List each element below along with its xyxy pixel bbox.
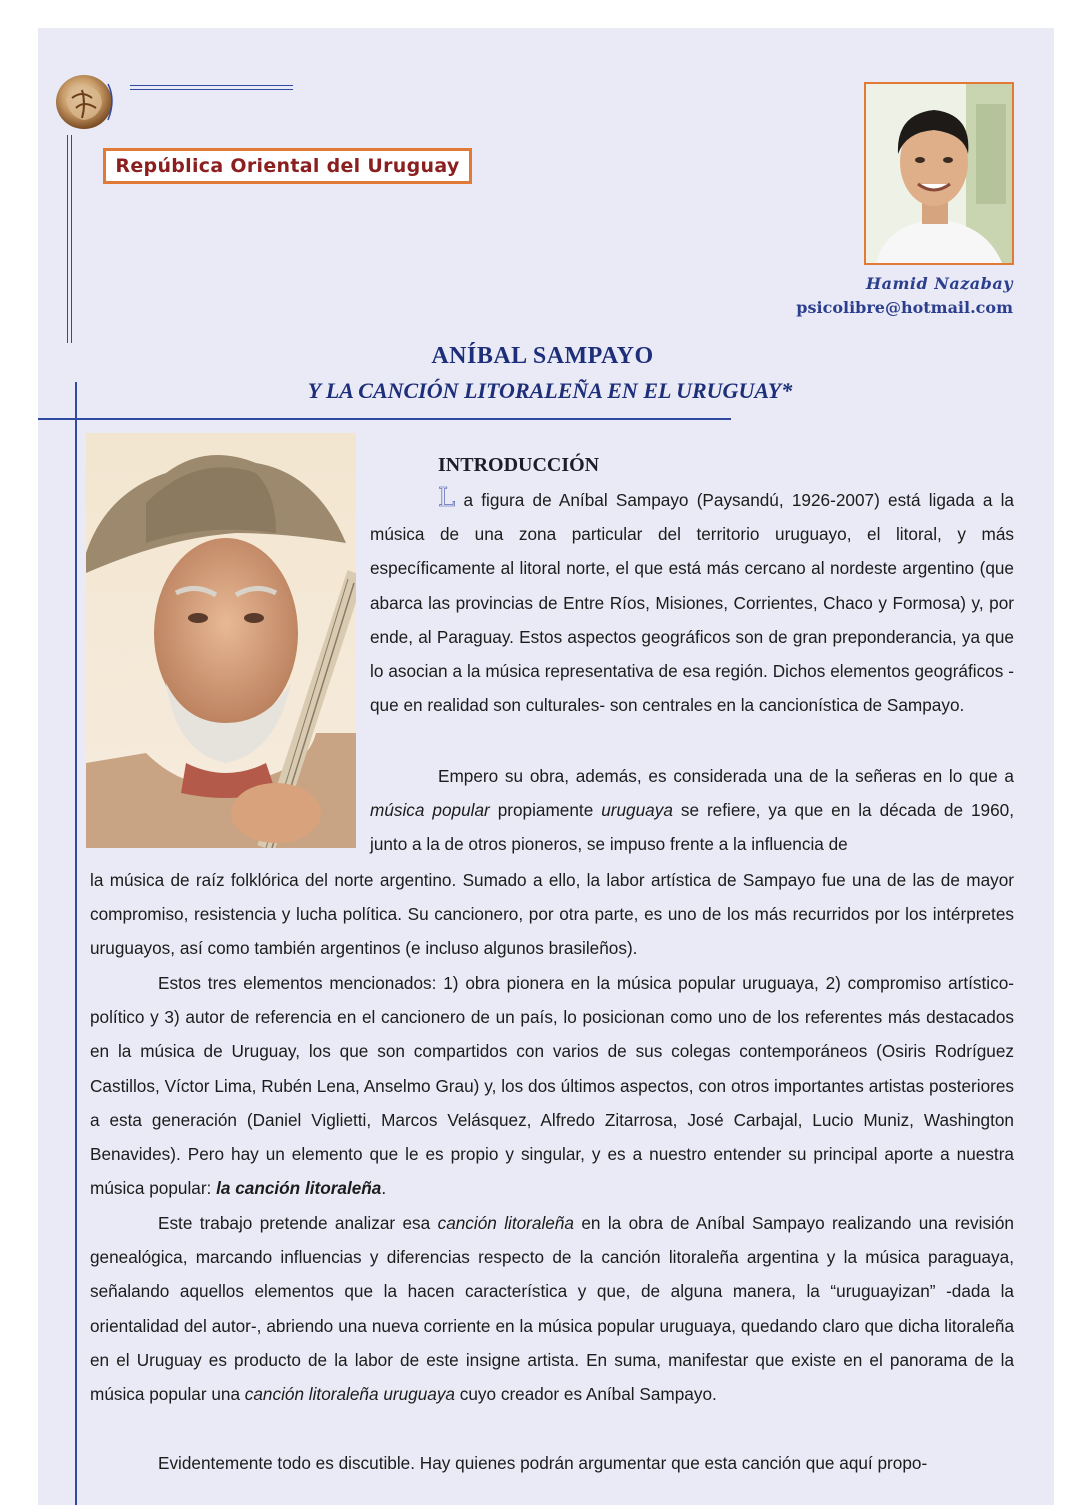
article-title: ANÍBAL SAMPAYO [431,343,654,369]
paragraph-1 [370,483,1014,722]
paragraph-5 [90,1446,1014,1480]
paragraph-2-text-c: se refiere, ya que en la década de 1960, junto a la de otros pioneros, se impuso frente a la influencia de [370,800,1014,855]
emphasis-uruguaya: uruguaya [601,800,673,821]
paragraph-5-text: Evidentemente todo es discutible. Hay quienes podrán argumentar que esta canción que aquí propo- [158,1453,928,1473]
paragraph-4-text-b: en la obra de Aníbal Sampayo realizando una revisión genealógica, marcando influencias y diferencias respecto de la canción litoraleña argentina y la música paraguaya, señalando aquellos elementos que la hacen característica y que, de alguna manera, la “uruguayizan” -dada la orientalidad del autor-, abriendo una nueva corriente en la música popular uruguaya, quedando claro que dicha litoraleña en el Uruguay es producto de la labor de este insigne artista. En suma, manifestar que existe en el panorama de la música popular una [90,1213,1014,1405]
author-email[interactable]: psicolibre@hotmail.com [796,298,1013,317]
paragraph-4-text-c: cuyo creador es Aníbal Sampayo. [455,1384,717,1405]
emphasis-musica-popular: música popular [370,800,490,821]
left-margin-rule [75,382,77,1505]
paragraph-2-text-a: Empero su obra, además, es considerada una de la señeras en lo que a [438,766,1014,786]
paragraph-4 [90,1206,1014,1411]
title-rule [38,418,731,420]
author-photo [864,82,1014,265]
paragraph-3-text: Estos tres elementos mencionados: 1) obra pionera en la música popular uruguaya, 2) compromiso artístico-político y 3) autor de referencia en el cancionero de un país, lo posicionan como uno de los referentes más destacados en la música de Uruguay, los que son compartidos con varios de sus colegas contemporáneos (Osiris Rodríguez Castillos, Víctor Lima, Rubén Lena, Anselmo Grau) y, los dos últimos aspectos, con otros importantes artistas posteriores a esta generación (Daniel Viglietti, Marcos Velásquez, Alfredo Zitarrosa, José Carbajal, Lucio Muniz, Washington Benavides). Pero hay un elemento que le es propio y singular, y es a nuestro entender su principal aporte a nuestra música popular: [90,973,1014,1199]
country-label: República Oriental del Uruguay [103,148,472,184]
paragraph-2 [370,759,1014,862]
emphasis-cancion-litoralena: la canción litoraleña [216,1178,382,1199]
paragraph-2-text-b: propiamente [489,800,602,821]
anibal-sampayo-photo [86,433,356,848]
header-rule [130,85,293,90]
paragraph-3-end: . [381,1178,387,1199]
paragraph-2-continued: la música de raíz folklórica del norte argentino. Sumado a ello, la labor artística de Sampayo fue una de las de mayor compromiso, resistencia y lucha política. Su cancionero, por otra parte, es uno de los más recurridos por los intérpretes uruguayos, así como también argentinos (e incluso algunos brasileños). [90,870,1014,959]
left-header-rule [67,135,72,343]
section-heading: INTRODUCCIÓN [438,454,600,476]
paragraph-4-text-a: Este trabajo pretende analizar esa [158,1213,438,1233]
paragraph-1-text: a figura de Aníbal Sampayo (Paysandú, 1926-2007) está ligada a la música de una zona particular del territorio uruguayo, el litoral, y más específicamente al litoral norte, el que está más cercano al nordeste argentino (que abarca las provincias de Entre Ríos, Misiones, Corrientes, Chaco y Formosa) y, por ende, al Paraguay. Estos aspectos geográficos son de gran preponderancia, ya que lo asocian a la música representativa de esa región. Dichos elementos geográficos -que en realidad son culturales- son centrales en la cancionística de Sampayo. [370,490,1014,716]
paragraph-3 [90,966,1014,1205]
emphasis-cancion-litoralena-2: canción litoraleña [437,1213,574,1233]
seed-ornament-icon [52,70,118,132]
author-name: Hamid Nazabay [865,274,1013,293]
emphasis-cancion-litoralena-uruguaya: canción litoraleña uruguaya [244,1384,455,1405]
drop-cap: L [438,483,456,513]
article-subtitle: Y LA CANCIÓN LITORALEÑA EN EL URUGUAY* [307,378,793,403]
